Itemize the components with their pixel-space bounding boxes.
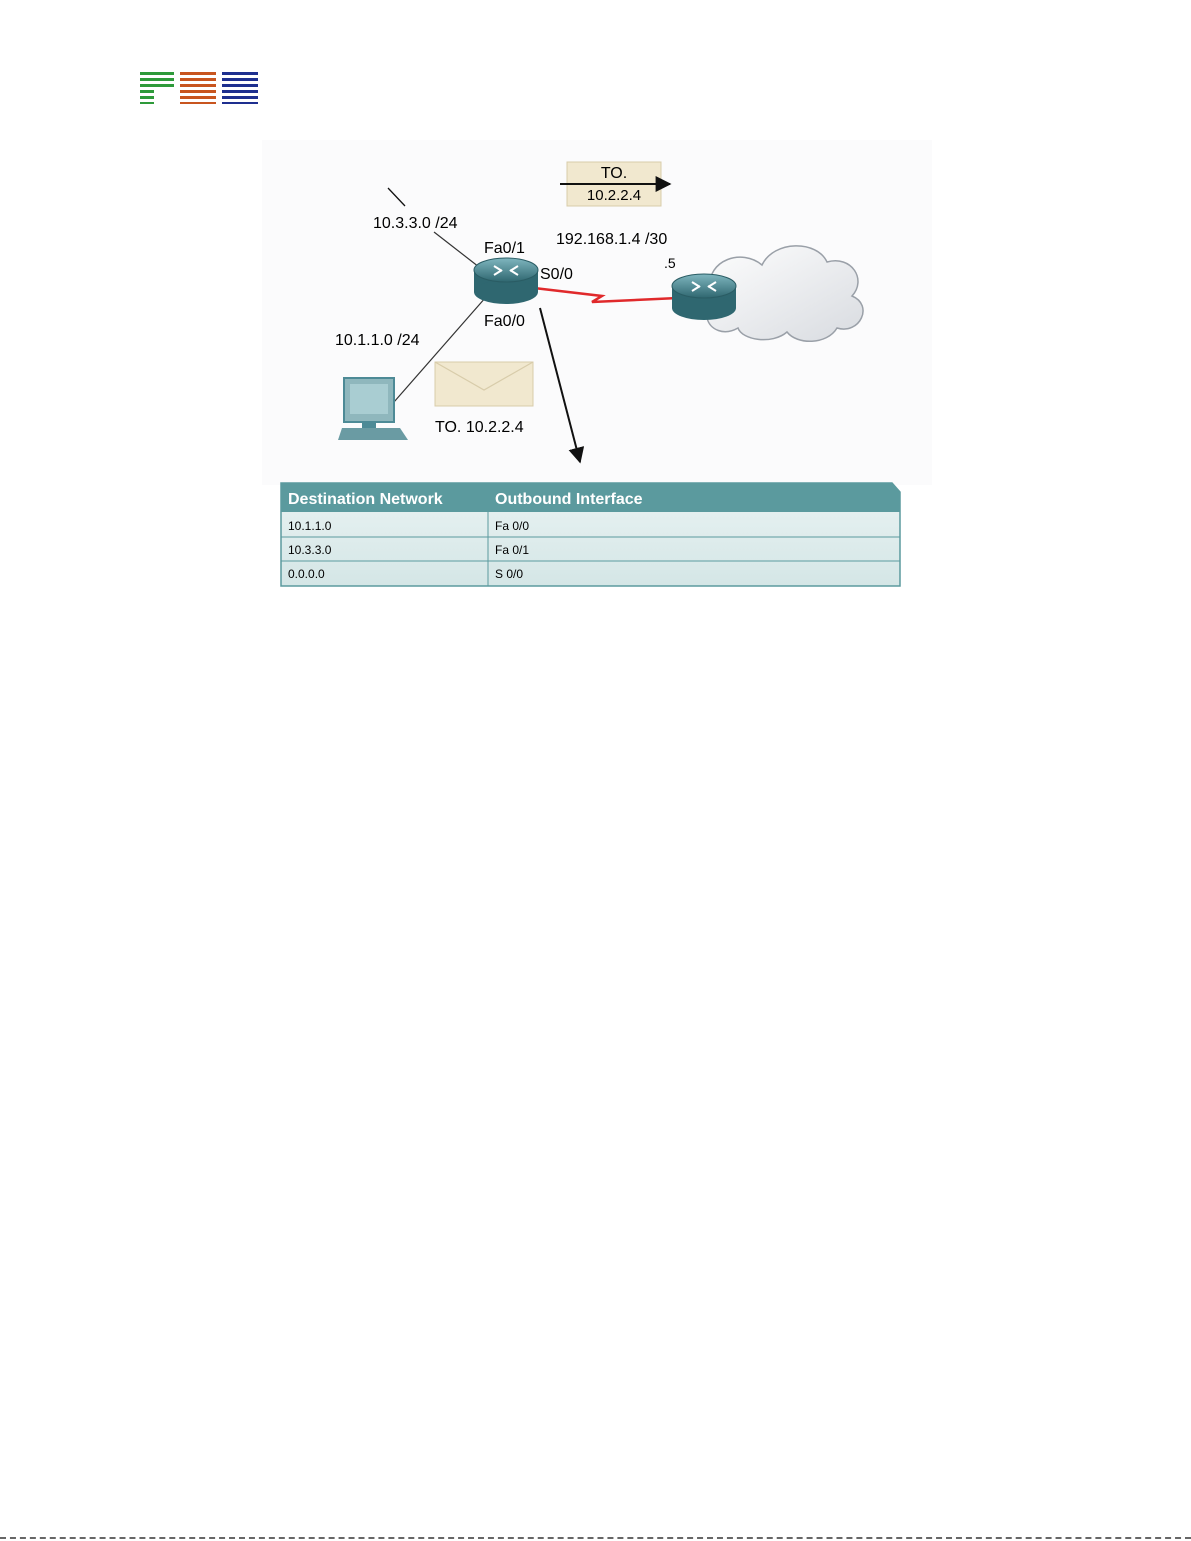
table-row-3-destination: 0.0.0.0 — [288, 567, 325, 581]
label-host-suffix: .5 — [664, 255, 676, 271]
label-net-top: 10.3.3.0 /24 — [373, 215, 458, 232]
label-wan-net: 192.168.1.4 /30 — [556, 231, 668, 248]
routing-table — [281, 483, 900, 586]
table-row-1-destination: 10.1.1.0 — [288, 519, 332, 533]
label-packet-bottom: TO. 10.2.2.4 — [435, 419, 524, 436]
logo-letter-p — [140, 72, 174, 104]
label-net-left: 10.1.1.0 /24 — [335, 332, 420, 349]
table-row-3-interface: S 0/0 — [495, 567, 524, 581]
packet-top — [560, 162, 670, 206]
table-header-destination: Destination Network — [288, 491, 443, 508]
label-fa01: Fa0/1 — [484, 240, 525, 257]
packet-top-line1: TO. — [600, 165, 628, 182]
pnm-logo — [138, 70, 260, 104]
envelope-icon — [435, 362, 533, 406]
page-bottom-rule — [0, 1537, 1191, 1539]
logo-letter-m — [222, 72, 258, 104]
packet-top-line2: 10.2.2.4 — [586, 187, 642, 204]
table-row-1-interface: Fa 0/0 — [495, 519, 530, 533]
label-s00: S0/0 — [540, 266, 573, 283]
router-icon — [474, 258, 538, 304]
label-fa00: Fa0/0 — [484, 313, 525, 330]
table-header-interface: Outbound Interface — [495, 491, 643, 508]
routing-diagram — [262, 140, 932, 605]
table-row-2-destination: 10.3.3.0 — [288, 543, 332, 557]
logo-letter-n — [180, 72, 216, 104]
remote-router-icon — [672, 274, 736, 320]
table-row-2-interface: Fa 0/1 — [495, 543, 530, 557]
